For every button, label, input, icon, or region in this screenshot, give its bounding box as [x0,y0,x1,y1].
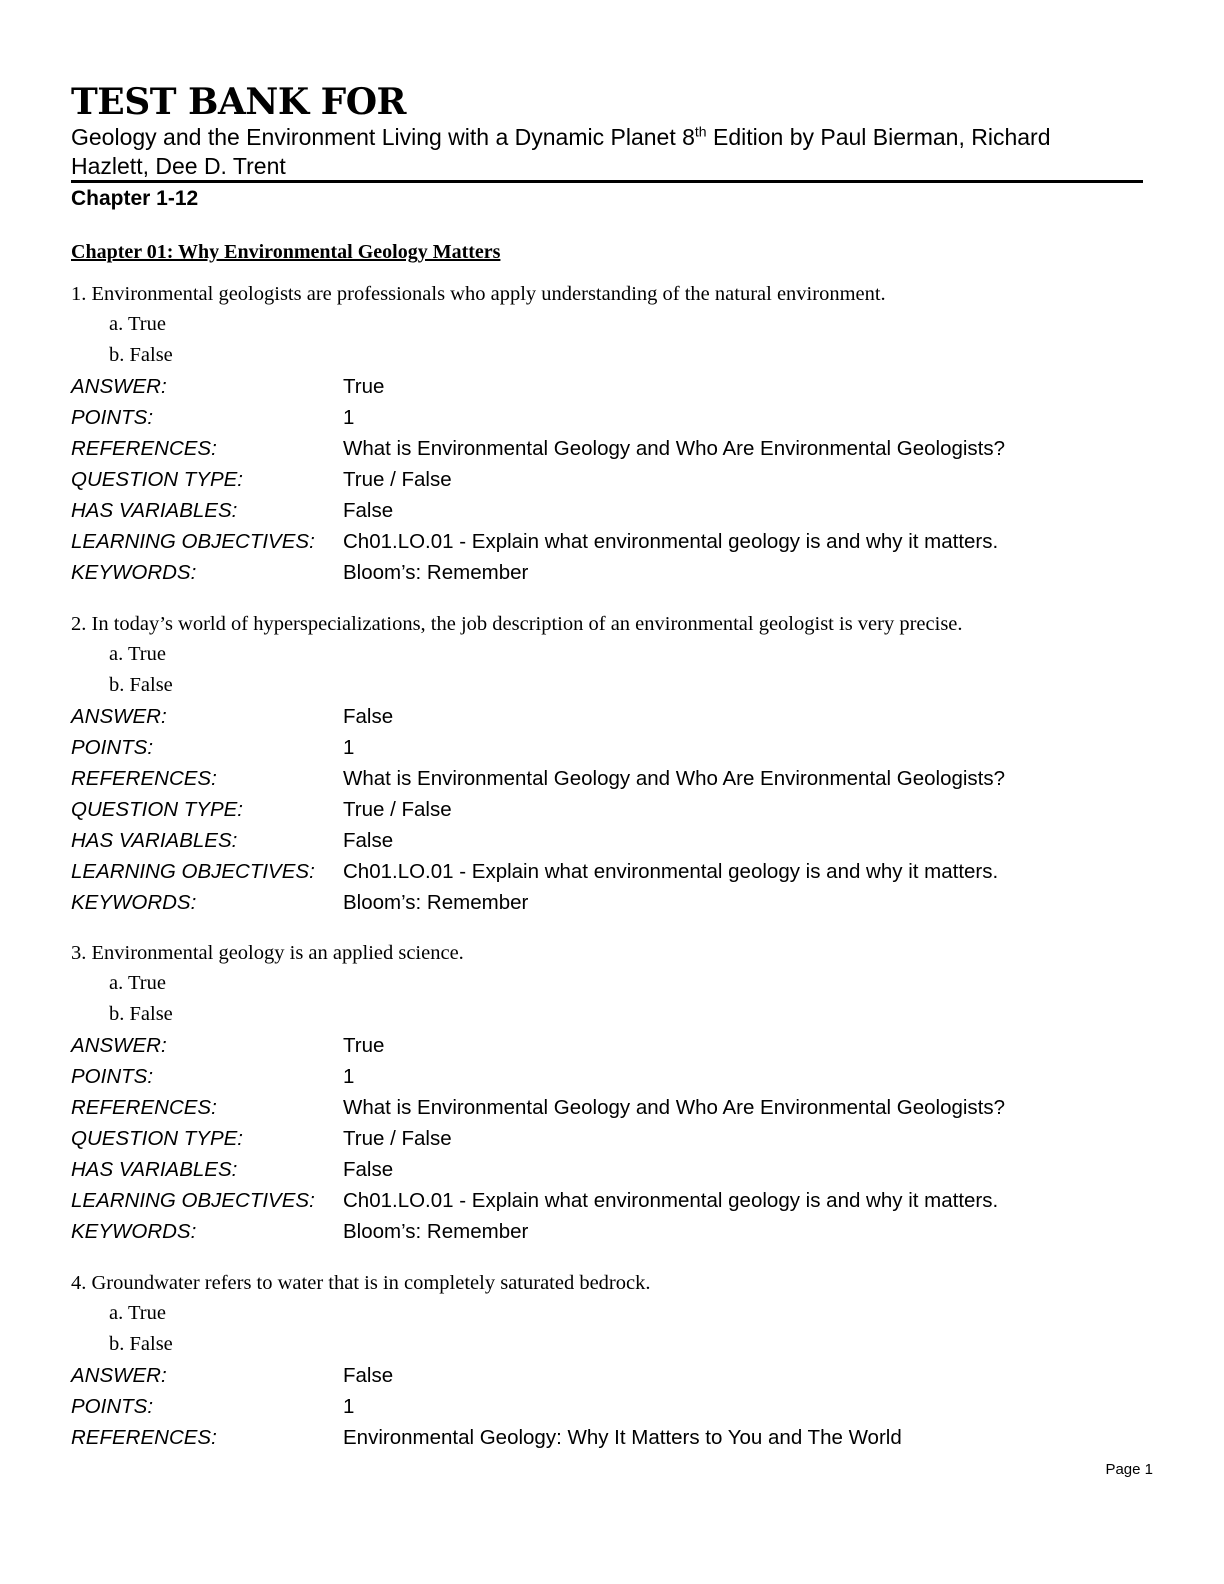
has-variables-value: False [343,829,394,852]
points-label: POINTS: [71,1395,154,1418]
question-text: 2. In today’s world of hyperspecializations, the job description of an environmental geologist is very precise. [71,613,963,635]
keywords-row [71,1216,1151,1247]
points-value: 1 [343,736,355,759]
book-title [71,123,1131,181]
points-row [71,1061,1151,1092]
answer-value: False [343,705,394,728]
answer-label: ANSWER: [71,1364,167,1387]
question-type-label: QUESTION TYPE: [71,468,243,491]
chapter-range: Chapter 1-12 [71,187,199,210]
option-b: b. False [109,674,173,696]
has-variables-row [71,495,1151,526]
keywords-label: KEYWORDS: [71,561,197,584]
option-b: b. False [109,1333,173,1355]
answer-value: True [343,1034,385,1057]
keywords-label: KEYWORDS: [71,1220,197,1243]
learning-objectives-value: Ch01.LO.01 - Explain what environmental geology is and why it matters. [343,1189,999,1212]
references-row [71,1092,1151,1123]
keywords-row [71,557,1151,588]
points-value: 1 [343,1065,355,1088]
answer-row [71,1360,1151,1391]
learning-objectives-row [71,856,1151,887]
question-type-label: QUESTION TYPE: [71,798,243,821]
keywords-value: Bloom’s: Remember [343,1220,529,1243]
learning-objectives-value: Ch01.LO.01 - Explain what environmental geology is and why it matters. [343,860,999,883]
references-label: REFERENCES: [71,1426,217,1449]
keywords-value: Bloom’s: Remember [343,891,529,914]
points-row [71,402,1151,433]
references-row [71,1422,1151,1453]
answer-row [71,371,1151,402]
option-a: a. True [109,643,166,665]
page-number: Page 1 [1105,1461,1153,1478]
answer-label: ANSWER: [71,375,167,398]
keywords-label: KEYWORDS: [71,891,197,914]
question-text: 4. Groundwater refers to water that is in completely saturated bedrock. [71,1272,651,1294]
option-b: b. False [109,344,173,366]
answer-label: ANSWER: [71,1034,167,1057]
edition-superscript: th [694,123,707,140]
question-text: 1. Environmental geologists are professionals who apply understanding of the natural environment. [71,283,886,305]
learning-objectives-value: Ch01.LO.01 - Explain what environmental geology is and why it matters. [343,530,999,553]
answer-row [71,701,1151,732]
points-value: 1 [343,406,355,429]
has-variables-label: HAS VARIABLES: [71,829,238,852]
points-value: 1 [343,1395,355,1418]
question-4 [71,1268,1151,1453]
keywords-value: Bloom’s: Remember [343,561,529,584]
question-type-value: True / False [343,1127,452,1150]
question-3 [71,938,1151,1247]
option-a: a. True [109,313,166,335]
question-2 [71,609,1151,918]
references-value: What is Environmental Geology and Who Are Environmental Geologists? [343,767,1006,790]
learning-objectives-label: LEARNING OBJECTIVES: [71,860,315,883]
learning-objectives-row [71,1185,1151,1216]
test-bank-banner: TEST BANK FOR [71,81,406,123]
option-a: a. True [109,1302,166,1324]
has-variables-row [71,825,1151,856]
option-b: b. False [109,1003,173,1025]
points-row [71,1391,1151,1422]
points-label: POINTS: [71,406,154,429]
question-text: 3. Environmental geology is an applied science. [71,942,464,964]
keywords-row [71,887,1151,918]
question-type-value: True / False [343,468,452,491]
header-divider [71,180,1143,183]
book-title-main: Geology and the Environment Living with a Dynamic Planet 8 [71,124,695,150]
chapter-heading: Chapter 01: Why Environmental Geology Matters [71,241,501,263]
references-row [71,763,1151,794]
learning-objectives-label: LEARNING OBJECTIVES: [71,530,315,553]
has-variables-label: HAS VARIABLES: [71,499,238,522]
book-title-authors: Edition by Paul Bierman, Richard Hazlett, Dee D. Trent [71,124,1051,179]
has-variables-row [71,1154,1151,1185]
has-variables-value: False [343,1158,394,1181]
question-type-row [71,1123,1151,1154]
references-row [71,433,1151,464]
references-label: REFERENCES: [71,437,217,460]
answer-value: False [343,1364,394,1387]
learning-objectives-label: LEARNING OBJECTIVES: [71,1189,315,1212]
option-a: a. True [109,972,166,994]
references-value: What is Environmental Geology and Who Are Environmental Geologists? [343,1096,1006,1119]
answer-row [71,1030,1151,1061]
question-type-label: QUESTION TYPE: [71,1127,243,1150]
question-1 [71,279,1151,588]
question-type-row [71,794,1151,825]
references-label: REFERENCES: [71,767,217,790]
references-value: Environmental Geology: Why It Matters to You and The World [343,1426,902,1449]
answer-label: ANSWER: [71,705,167,728]
has-variables-value: False [343,499,394,522]
learning-objectives-row [71,526,1151,557]
question-type-value: True / False [343,798,452,821]
points-row [71,732,1151,763]
question-type-row [71,464,1151,495]
answer-value: True [343,375,385,398]
points-label: POINTS: [71,736,154,759]
references-value: What is Environmental Geology and Who Are Environmental Geologists? [343,437,1006,460]
points-label: POINTS: [71,1065,154,1088]
has-variables-label: HAS VARIABLES: [71,1158,238,1181]
references-label: REFERENCES: [71,1096,217,1119]
